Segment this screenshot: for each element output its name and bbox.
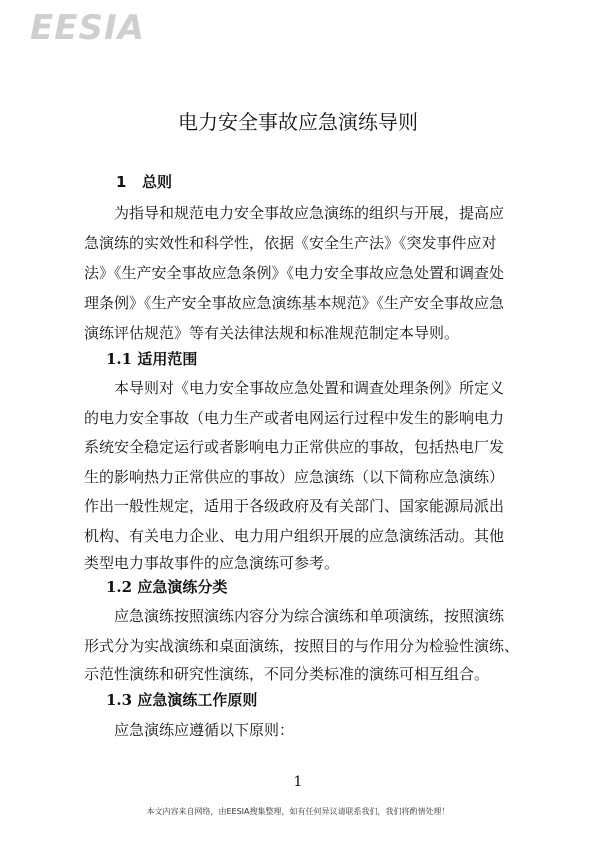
paragraph-line: 急演练的实效性和科学性，依据《安全生产法》《突发事件应对 <box>84 234 497 252</box>
section-1-title: 总则 <box>142 173 173 191</box>
section-1-2-heading: 1.2 应急演练分类 <box>106 578 228 596</box>
paragraph-line: 为指导和规范电力安全事故应急演练的组织与开展，提高应 <box>114 204 505 222</box>
paragraph-line: 系统安全稳定运行或者影响电力正常供应的事故，包括热电厂发 <box>84 438 505 456</box>
paragraph-line: 法》《生产安全事故应急条例》《电力安全事故应急处置和调查处 <box>84 264 505 282</box>
section-1-heading <box>116 172 556 192</box>
page-number: 1 <box>293 774 303 790</box>
paragraph-line: 生的影响热力正常供应的事故）应急演练（以下简称应急演练） <box>84 468 505 486</box>
footer-disclaimer: 本文内容来自网络，由EESIA搜集整理，如有任何异议请联系我们，我们将酌情处理！ <box>146 807 450 816</box>
paragraph-line: 应急演练按照演练内容分为综合演练和单项演练，按照演练 <box>114 607 505 625</box>
paragraph-line: 应急演练应遵循以下原则： <box>114 721 295 739</box>
section-1-number: 1 <box>116 173 127 191</box>
section-1-1-heading: 1.1 适用范围 <box>106 350 198 368</box>
paragraph-line: 的电力安全事故（电力生产或者电网运行过程中发生的影响电力 <box>84 409 505 427</box>
paragraph-line: 机构、有关电力企业、电力用户组织开展的应急演练活动。其他 <box>84 527 505 545</box>
paragraph-line: 示范性演练和研究性演练，不同分类标准的演练可相互组合。 <box>84 665 490 683</box>
section-1-3-heading: 1.3 应急演练工作原则 <box>106 691 258 709</box>
document-title: 电力安全事故应急演练导则 <box>178 110 418 134</box>
paragraph-line: 本导则对《电力安全事故应急处置和调查处理条例》所定义 <box>114 379 505 397</box>
paragraph-line: 形式分为实战演练和桌面演练，按照目的与作用分为检验性演练、 <box>84 637 520 655</box>
paragraph-line: 理条例》《生产安全事故应急演练基本规范》《生产安全事故应急 <box>84 294 505 312</box>
paragraph-line: 作出一般性规定，适用于各级政府及有关部门、国家能源局派出 <box>84 497 505 515</box>
eesia-logo: EESIA <box>30 8 145 48</box>
paragraph-line: 类型电力事故事件的应急演练可参考。 <box>84 554 340 572</box>
paragraph-line: 演练评估规范》等有关法律法规和标准规范制定本导则。 <box>84 324 460 342</box>
